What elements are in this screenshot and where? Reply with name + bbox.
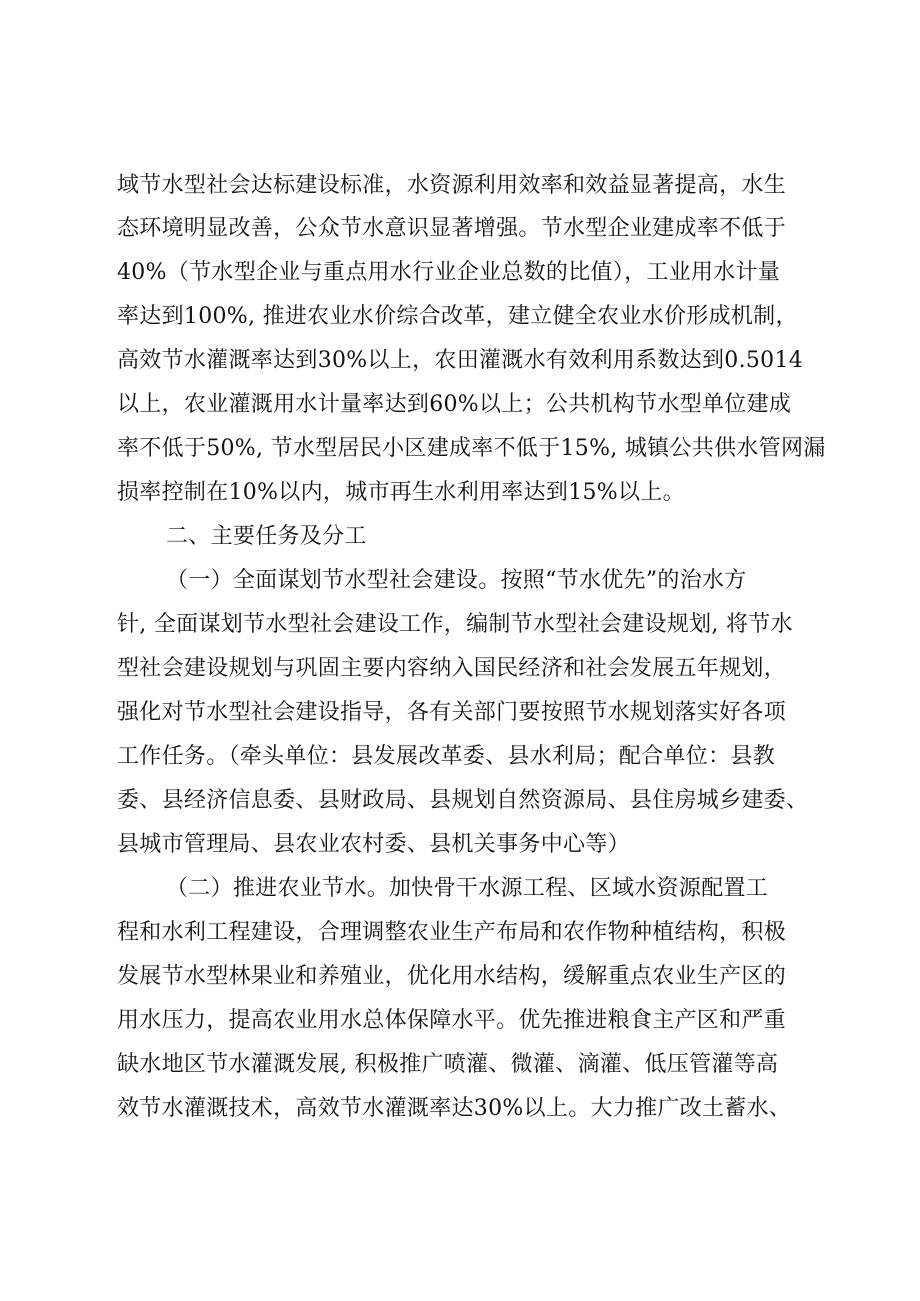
body-text-line: 40%（节水型企业与重点用水行业企业总数的比值），工业用水计量 (117, 260, 781, 285)
body-text-line: 县城市管理局、县农业农村委、县机关事务中心等） (117, 832, 630, 857)
body-text-line: 效节水灌溉技术，高效节水灌溉率达30%以上。大力推广改土蓄水、 (117, 1096, 792, 1121)
body-text-line: 程和水利工程建设，合理调整农业生产布局和农作物种植结构，积极 (117, 920, 787, 945)
body-text-line: 针, 全面谋划节水型社会建设工作，编制节水型社会建设规划, 将节水 (117, 612, 793, 637)
body-text-line: 以上，农业灌溉用水计量率达到60%以上；公共机构节水型单位建成 (117, 392, 792, 417)
paragraph-heading-line: （二）推进农业节水。加快骨干水源工程、区域水资源配置工 (166, 876, 769, 901)
body-text-line: 高效节水灌溉率达到30%以上，农田灌溉水有效利用系数达到0.5014 (117, 348, 804, 373)
body-text-line: 态环境明显改善，公众节水意识显著增强。节水型企业建成率不低于 (117, 216, 787, 241)
body-text-line: 强化对节水型社会建设指导，各有关部门要按照节水规划落实好各项 (117, 700, 787, 725)
body-text-line: 率不低于50%, 节水型居民小区建成率不低于15%, 城镇公共供水管网漏 (117, 436, 826, 461)
section-heading: 二、主要任务及分工 (166, 524, 367, 549)
body-text-line: 缺水地区节水灌溉发展, 积极推广喷灌、微灌、滴灌、低压管灌等高 (117, 1052, 779, 1077)
body-text-line: 域节水型社会达标建设标准，水资源利用效率和效益显著提高，水生 (117, 173, 787, 198)
body-text-line: 委、县经济信息委、县财政局、县规划自然资源局、县住房城乡建委、 (117, 788, 809, 813)
body-text-line: 用水压力，提高农业用水总体保障水平。优先推进粮食主产区和严重 (117, 1008, 787, 1033)
body-text-line: 型社会建设规划与巩固主要内容纳入国民经济和社会发展五年规划， (117, 656, 787, 681)
body-text-line: 工作任务。（牵头单位：县发展改革委、县水利局；配合单位：县教 (117, 744, 776, 769)
body-text-line: 损率控制在10%以内，城市再生水利用率达到15%以上。 (117, 480, 685, 505)
body-text-line: 发展节水型林果业和养殖业，优化用水结构，缓解重点农业生产区的 (117, 964, 787, 989)
paragraph-heading-line: （一）全面谋划节水型社会建设。按照“节水优先”的治水方 (166, 568, 747, 593)
body-text-line: 率达到100%, 推进农业水价综合改革，建立健全农业水价形成机制， (117, 304, 798, 329)
